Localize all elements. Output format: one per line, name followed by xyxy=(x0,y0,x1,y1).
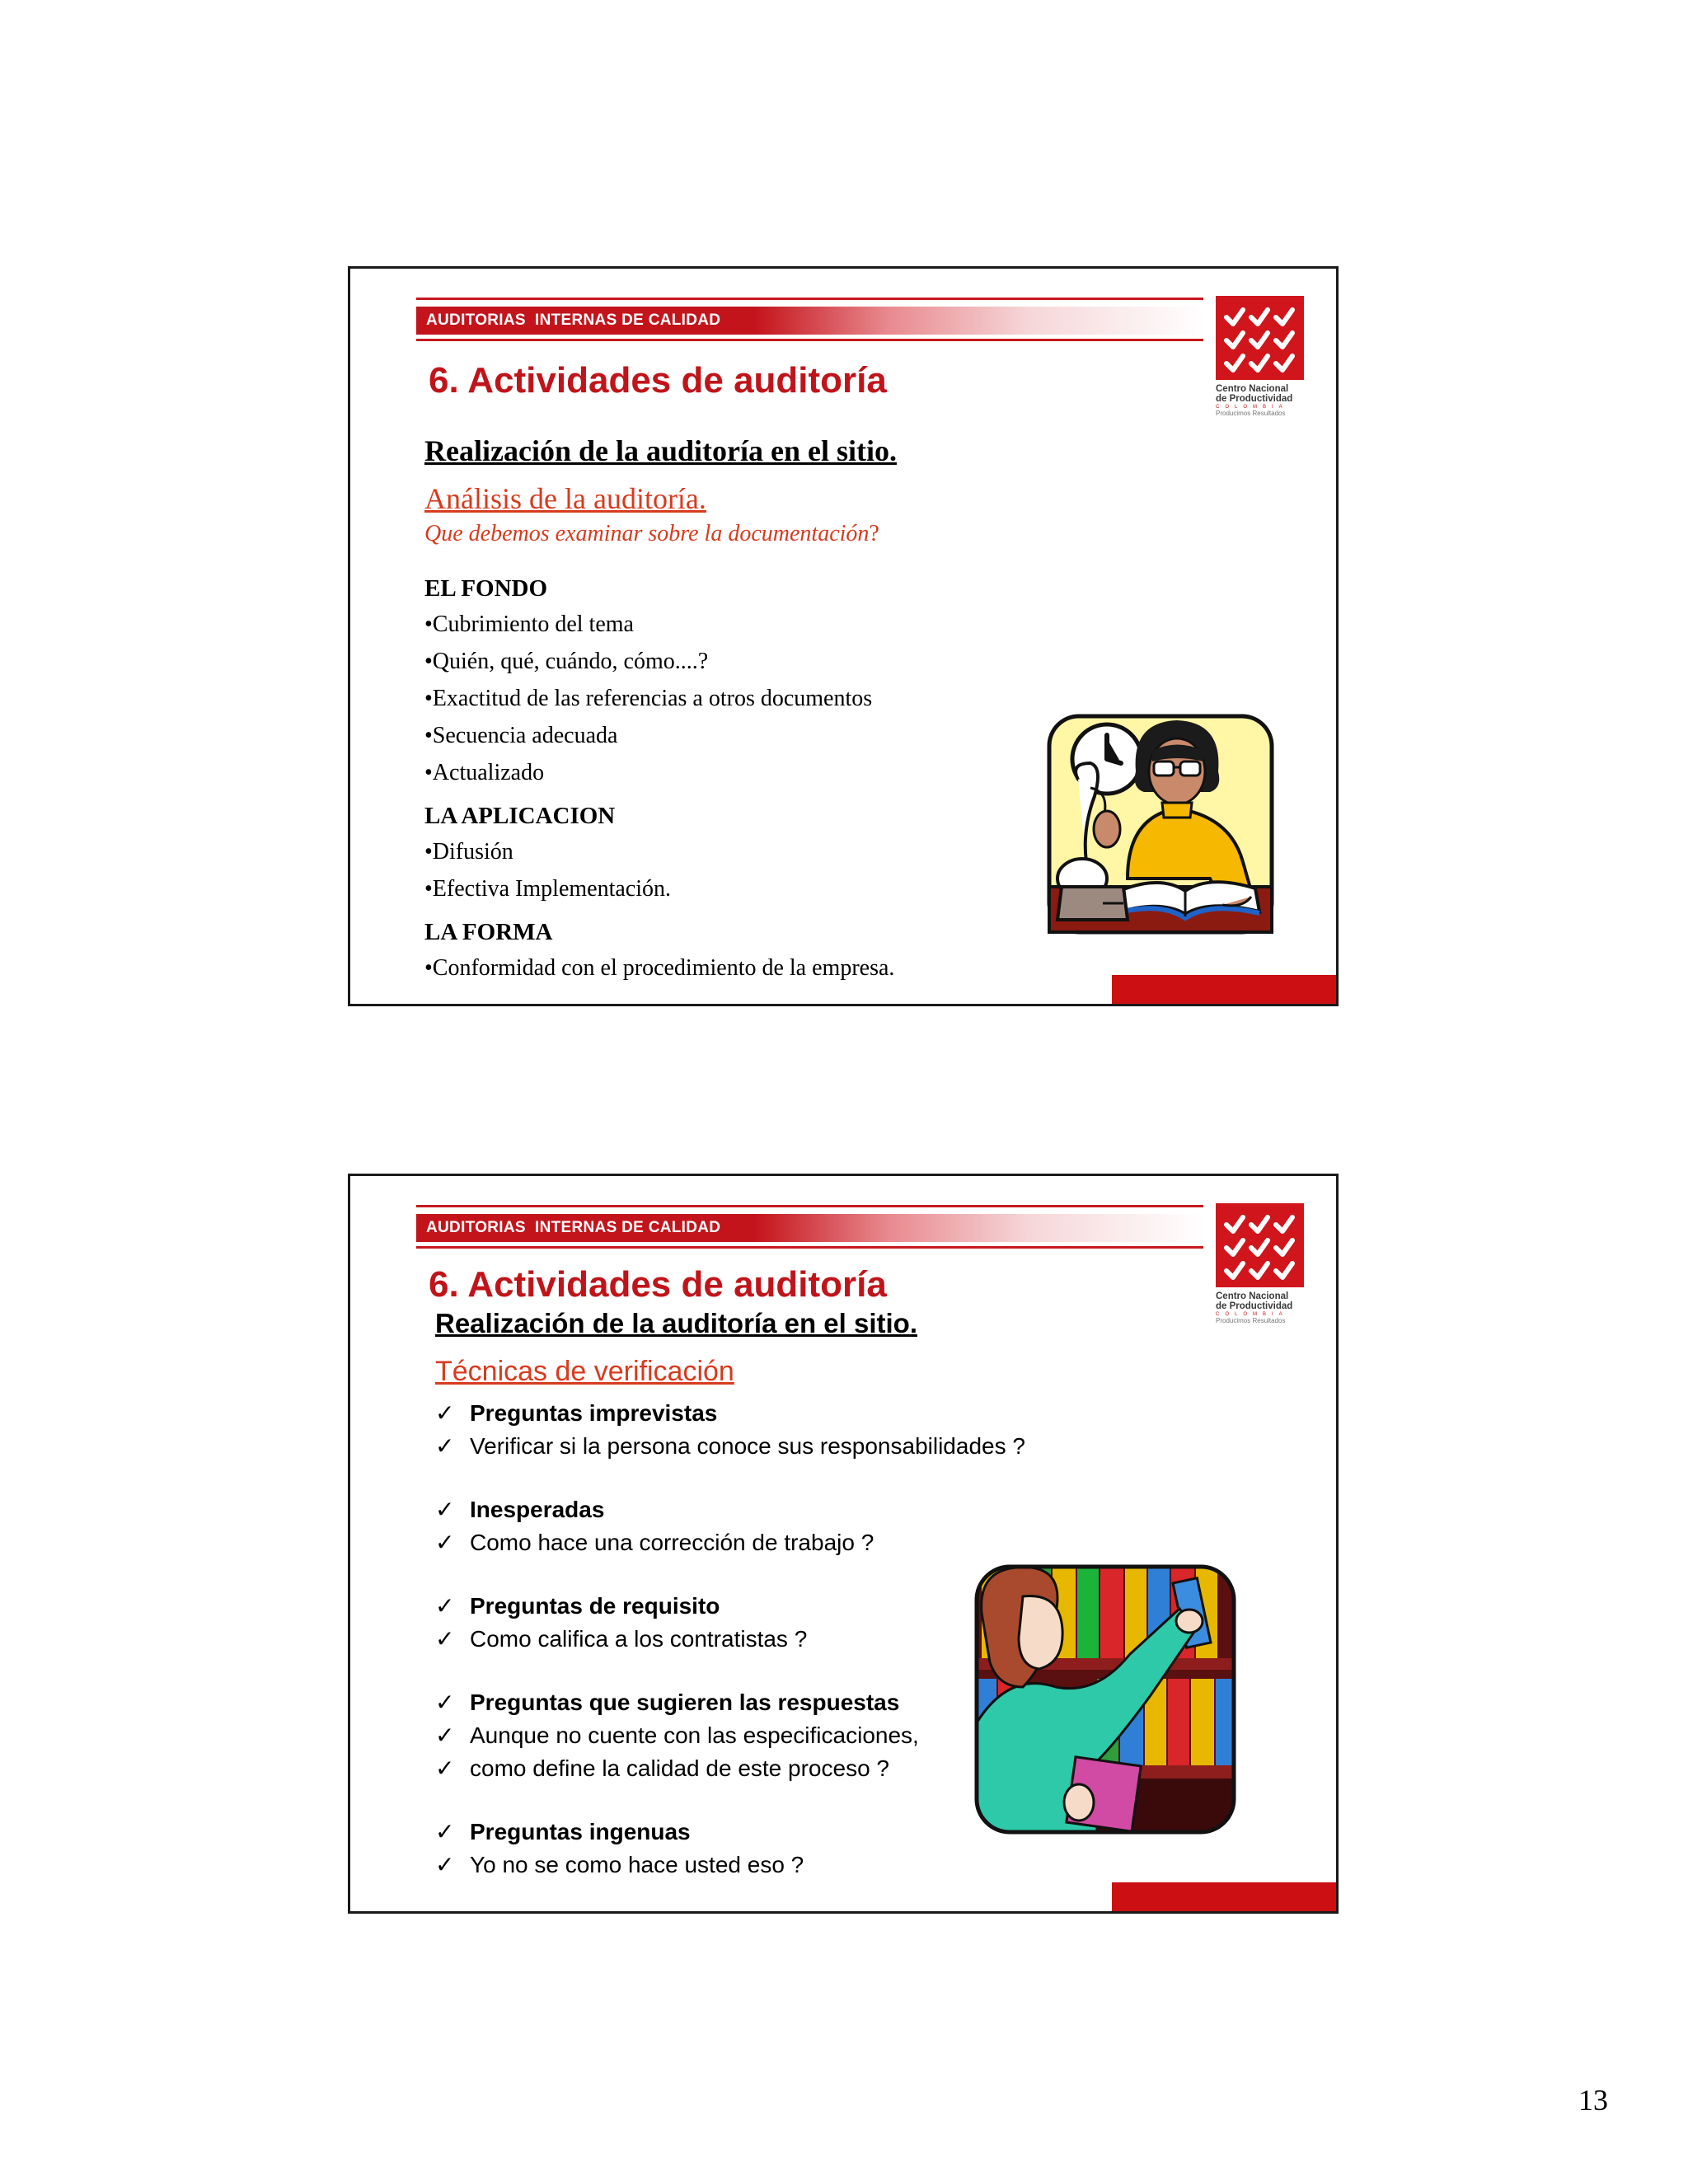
section-heading: LA FORMA xyxy=(424,919,553,945)
logo-tagline: Producimos Resultados xyxy=(1216,1317,1286,1324)
analysis-heading: Análisis de la auditoría. xyxy=(424,482,706,515)
header-rule-bottom xyxy=(416,1246,1203,1249)
logo-tagline: Producimos Resultados xyxy=(1216,410,1286,417)
logo-country: COLOMBIA xyxy=(1216,1312,1288,1317)
checkmark-icon: ✓ xyxy=(435,1593,455,1619)
checklist xyxy=(424,572,894,987)
checklist-item: ✓ Como califica a los contratistas ? xyxy=(435,1623,1025,1656)
header-label: AUDITORIAS INTERNAS DE CALIDAD xyxy=(426,1219,721,1236)
checkmark-icon: ✓ xyxy=(435,1530,455,1555)
logo-name: Centro Nacional de Productividad xyxy=(1216,1291,1293,1311)
checkmark-icon: ✓ xyxy=(435,1433,455,1459)
list-item: •Efectiva Implementación. xyxy=(424,876,672,902)
checkmark-icon: ✓ xyxy=(435,1755,455,1781)
page-number: 13 xyxy=(1578,2083,1608,2116)
cnp-logo xyxy=(1216,296,1306,419)
analysis-question: Que debemos examinar sobre la documentación? xyxy=(424,521,879,546)
slide-1 xyxy=(348,266,1339,1006)
cnp-logo xyxy=(1216,1203,1306,1327)
slide-title: 6. Actividades de auditoría xyxy=(429,1264,887,1305)
list-item: •Exactitud de las referencias a otros documentos xyxy=(424,686,873,711)
section-heading: EL FONDO xyxy=(424,575,548,602)
list-item: •Quién, qué, cuándo, cómo....? xyxy=(424,649,709,674)
checklist-item-bold: ✓ Preguntas ingenuas xyxy=(435,1816,1025,1849)
checkmark-icon: ✓ xyxy=(435,1400,455,1426)
list-item: •Secuencia adecuada xyxy=(424,723,618,748)
header-rule-bottom xyxy=(416,339,1203,341)
slide-title: 6. Actividades de auditoría xyxy=(429,360,887,401)
checkmark-icon: ✓ xyxy=(435,1497,455,1522)
checkmark-icon: ✓ xyxy=(435,1690,455,1715)
list-item: •Difusión xyxy=(424,839,513,865)
checklist-item: ✓ Yo no se como hace usted eso ? xyxy=(435,1849,1025,1882)
checklist-item: ✓ Como hace una corrección de trabajo ? xyxy=(435,1526,1025,1559)
checklist-item-bold: ✓ Preguntas imprevistas xyxy=(435,1397,1025,1430)
checklist-item: ✓ como define la calidad de este proceso ? xyxy=(435,1752,1025,1785)
checkmark-icon: ✓ xyxy=(435,1819,455,1844)
checkmark-icon: ✓ xyxy=(435,1626,455,1652)
checklist-item-bold: ✓ Inesperadas xyxy=(435,1493,1025,1526)
section-heading: LA APLICACION xyxy=(424,803,616,829)
footer-bar xyxy=(1112,975,1336,1004)
header-rule-top xyxy=(416,298,1203,300)
reading-woman-illustration xyxy=(1045,714,1284,944)
techniques-heading: Técnicas de verificación xyxy=(435,1356,734,1387)
footer-bar xyxy=(1112,1882,1336,1911)
verification-checklist xyxy=(435,1397,1025,1882)
slide-subtitle: Realización de la auditoría en el sitio. xyxy=(424,434,897,467)
logo-country: COLOMBIA xyxy=(1216,405,1288,410)
checklist-item-bold: ✓ Preguntas que sugieren las respuestas xyxy=(435,1686,1025,1719)
checkmarks-logo-icon xyxy=(1216,1203,1304,1287)
logo-name: Centro Nacional de Productividad xyxy=(1216,384,1293,404)
list-item: •Cubrimiento del tema xyxy=(424,612,634,637)
slide-2 xyxy=(348,1174,1339,1914)
list-item: •Conformidad con el procedimiento de la empresa. xyxy=(424,955,895,981)
header-label: AUDITORIAS INTERNAS DE CALIDAD xyxy=(426,312,721,329)
bookshelf-woman-illustration xyxy=(973,1563,1237,1835)
checklist-item: ✓ Verificar si la persona conoce sus responsabilidades ? xyxy=(435,1430,1025,1463)
checklist-item: ✓ Aunque no cuente con las especificaciones, xyxy=(435,1719,1025,1752)
checkmark-icon: ✓ xyxy=(435,1852,455,1877)
list-item: •Actualizado xyxy=(424,760,545,785)
slide-subtitle: Realización de la auditoría en el sitio. xyxy=(435,1308,917,1338)
checkmarks-logo-icon xyxy=(1216,296,1304,380)
checklist-item-bold: ✓ Preguntas de requisito xyxy=(435,1590,1025,1623)
header-rule-top xyxy=(416,1205,1203,1207)
checkmark-icon: ✓ xyxy=(435,1722,455,1748)
